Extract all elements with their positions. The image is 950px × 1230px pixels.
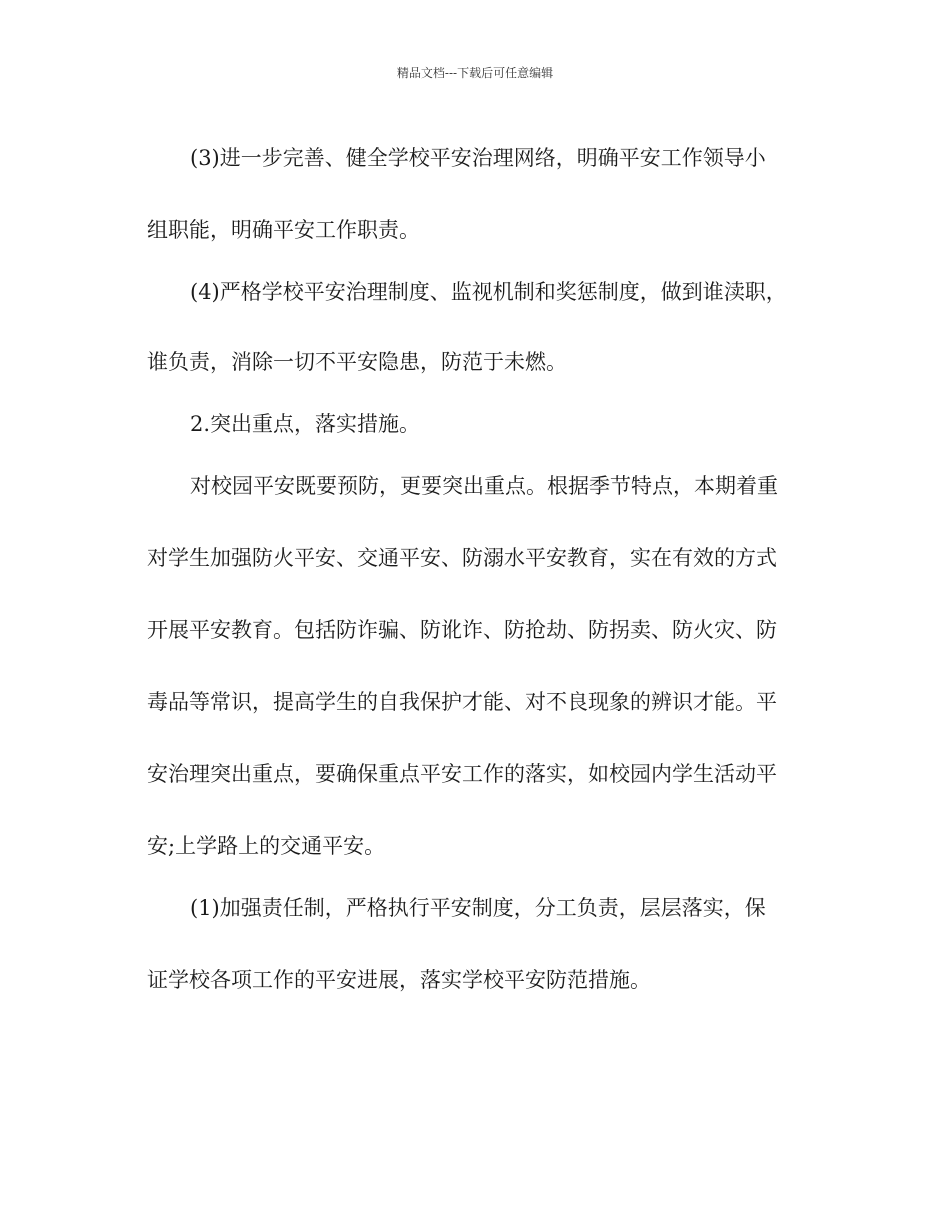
paragraph-line: 对校园平安既要预防，更要突出重点。根据季节特点，本期着重 <box>190 474 778 498</box>
paragraph-line: (4)严格学校平安治理制度、监视机制和奖惩制度，做到谁渎职， <box>190 280 787 304</box>
paragraph-line: 谁负责，消除一切不平安隐患，防范于未燃。 <box>147 350 567 374</box>
paragraph-line: 安;上学路上的交通平安。 <box>147 834 386 858</box>
paragraph-line: 证学校各项工作的平安进展，落实学校平安防范措施。 <box>147 968 651 992</box>
page-header: 精品文档---下载后可任意编辑 <box>396 66 554 80</box>
section-heading: 2.突出重点，落实措施。 <box>190 412 421 436</box>
paragraph-line: 开展平安教育。包括防诈骗、防讹诈、防抢劫、防拐卖、防火灾、防 <box>147 618 777 642</box>
paragraph-line: 对学生加强防火平安、交通平安、防溺水平安教育，实在有效的方式 <box>147 546 777 570</box>
paragraph-line: 毒品等常识，提高学生的自我保护才能、对不良现象的辨识才能。平 <box>147 690 777 714</box>
paragraph-line: 组职能，明确平安工作职责。 <box>147 218 420 242</box>
paragraph-line: (1)加强责任制，严格执行平安制度，分工负责，层层落实，保 <box>190 896 766 920</box>
paragraph-line: 安治理突出重点，要确保重点平安工作的落实，如校园内学生活动平 <box>147 762 777 786</box>
paragraph-line: (3)进一步完善、健全学校平安治理网络，明确平安工作领导小 <box>190 146 766 170</box>
